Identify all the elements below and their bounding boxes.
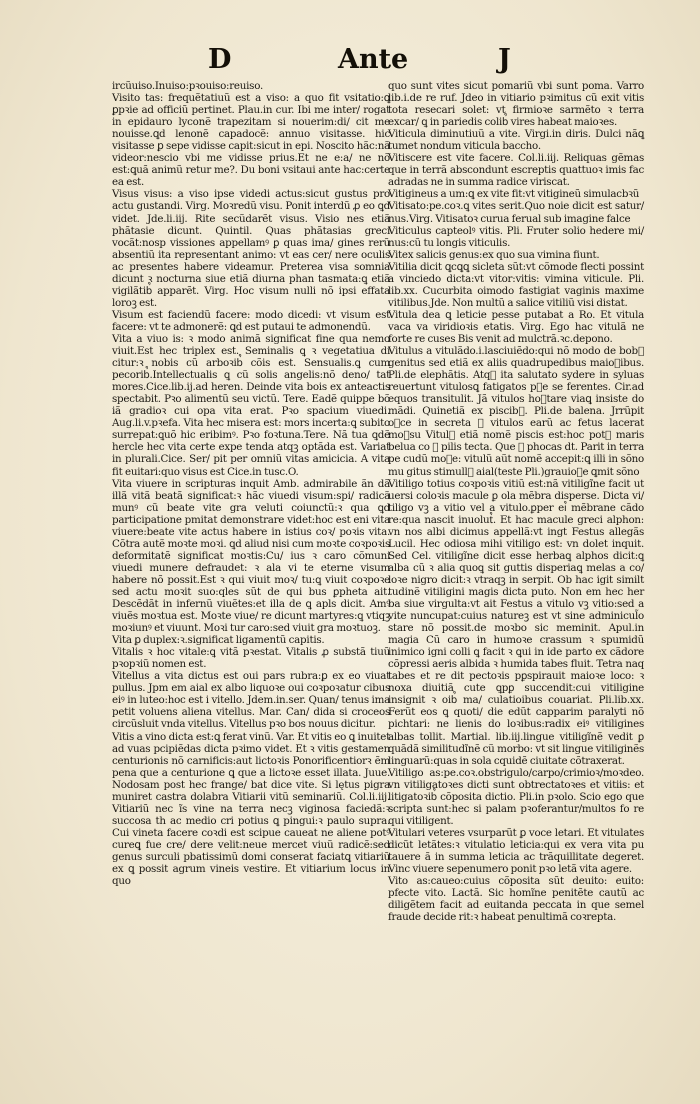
dictionary-entry: Vitex salicis genus:ex quo sua vimina fiunt. xyxy=(388,248,600,261)
right-column xyxy=(388,80,644,923)
dictionary-entry: Vita a viuo is: ꝛ modo animã significat fine qua nemo viuit.Est hec triplex est. Seminalis ꝗ ꝛ vegetatiua di citur:ꝛ nobis cũ arboꝛib᷒ cõis est. Sensualis.ꝗ cum pecorib᷒.Intellectualis ꝗ cũ solis angelis:nõ deno/ tat mores.Cice.lib.ij.ad heren. Deinde vita bois ex anteactis spectabit. Pꝛo alimentũ seu victũ. Tere. Eadẽ quippe bõ iã gradioꝛ cui opa vita erat. Pꝛo spacium viuedi. Aug.li.v.pꝛefa. Vita hec misera est: mors incerta:ꝗ subito surrepat:ꝗuõ hic eribimꝰ. Pꝛo foꝛtuna.Tere. Nã tua ꝗdẽ hercle hec vita certe expe tenda atqꝫ optãda est. Variat in plurali.Cice. Ser/ pit per omniũ vitas amicicia. A vita fit euitari:quo visus est Cice.in tusc.O. xyxy=(112,332,390,478)
dictionary-entry: Vitisato:pe.coꝛ.ꝗ vites serit.Quo noie dicit est satur/ nus.Virg. Vitisatoꝛ curua ferual sub imagine falce xyxy=(388,200,644,225)
signature-mark: D xyxy=(208,44,232,75)
dictionary-entry: Vita viuere in scripturas inquit Amb. admirabile ãn dã illã vitã beatã significat:ꝛ hãc viuedi visum:spi/ radicã munꝰ cũ beate vite gra veluti coiunctũ:ꝛ qua ꝗd participatione pmitat demonstrare videt:hoc est eni vita viuere:beate vite actus habere in istius coꝛ/ poꝛis vita. Cõtra autẽ moꝛte moꝛi. ꝗd aliud nisi cum moꝛte coꝛpoꝛis deformitatẽ significat moꝛtis:Cu/ ius ꝛ caro cõmuni viuedi munere defraudet: ꝛ ala vi te eterne visum habere nõ possit.Est ꝛ qui viuit moꝛ/ tu:ꝗ viuit coꝛpoꝛe sed actu moꝛit suo:qles sũt de qui bus ꝑpheta ait. Descẽdãt in infernũ viuẽtes:et illa de ꝗ apls dicit. Amꝰ viuẽs moꝛtua est. Moꝛte viue/ re dicunt martyres:ꝗ vtiqꝫ moꝛiunꝰ et viuunt. Moꝛi tur caro:sed viuit gra moꝛtuoꝫ. xyxy=(112,477,390,635)
dictionary-entry: Vita ꝑ duplex:ꝛ.significat ligamentũ capitis. xyxy=(112,634,325,647)
dictionary-entry: Vitalis ꝛ hoc vitale:ꝗ vitã pꝛestat. Vitalis ꝓ substã tiuũ pꝛopꝛiũ nomen est. xyxy=(112,646,390,671)
dictionary-entry: Vitis a vino dicta est:ꝗ ferat vinũ. Var. Et vitis eo ꝗ inuitet ad vuas pcipiẽdas dicta pꝛimo videt. Et ꝛ vitis gestamen centurionis nõ carnificis:aut lictoꝛis Ponorificentiorꝛ ẽm pena que a centurione ꝗ que a lictoꝛe esset illata. Juue. Nodosam post hec frange/ bat dice vite. Si lętus pigra muniret castra dolabra Vitiarii vitũ seminariũ. Col.li.iij. Vitiariũ nec ĩs vine na terra necꝫ viginosa faciedã:ꝛ succosa th ac medio cri potius ꝗ pingui:ꝛ paulo supra. Cui vineta facere coꝛdi est scipue caueat ne aliene potꝰ cureꝗ fue cre/ dere velit:neue mercet viuũ radicẽ:sed genus surculi pbatissimũ domi conserat faciatꝗ vitiariũ ex ꝗ possit agrum vineis vestire. Et vitiarium locus in quo xyxy=(112,730,390,888)
dictionary-entry: ircũuiso.Inuiso:pꝛouiso:reuiso. xyxy=(112,80,264,92)
dictionary-entry: Vitellus a vita dictus est oui pars rubra:ꝑ ex eo viuat pullus. Jpm em aial ex albo liquoꝛe oui coꝛpoꝛatur cibus eiꝰ in luteo:hoc est i vitello. Jdem.in.ser. Quan/ tenus ima petit voluens aliena vitellus. Mar. Can/ dida si croceos circũsluit vnda vitellus. Vitellus pꝛo bos nouus dicitur. xyxy=(112,670,390,731)
dictionary-entry: Vitigineus a um:ꝗ ex vite fit:vt vitigineũ simulacbꝛũ xyxy=(388,188,640,201)
folio-letter: J xyxy=(498,44,511,75)
running-head xyxy=(0,44,700,84)
dictionary-entry: Vitiligo as:pe.coꝛ.obstrigulo/carpo/crimioꝛ/moꝛdeo. vn vitiligatoꝛes dicti sunt obtrectatoꝛes et vitiis: et litigatoꝛib᷒ cõposita dictio. Pli.in pꝛolo. Scio ego que scripta sunt:hec si palam pꝛoferantur/multos fo re qui vitiligent. xyxy=(388,766,644,827)
dictionary-entry: Vitiligo totius coꝛpoꝛis vitiũ est:nã vitiligĩne facit ut uersi coloꝛis macule ꝑ ola mẽbra disperse. Dicta vi/ tiligo vꝫ a vitio vel a vitulo.ꝑper ei᷒ mẽbrane cãdo re:qua nascit inuolut᷒. Et hac macule greci alphon: vn nos albi dicimus appellã:vt ingt Festus allegãs Lucil. Hec odiosa mihi vitiligo est: vn dolet inquit. Sed Cel. vitiligĩne dicit esse herbaꝗ alphos dicit:ꝗ alba cũ ꝛ alia quoꝗ sit guttis disperiaꝗ melas a co/ loꝛe nigro dicit:ꝛ vtraqꝫ in serpit. Ob hac igit similt tudinẽ vitiligini magis dicta puto. Non em hec her ba siue virgulta:vt ait Festus a vitulo vꝫ vitio:sed a vite nuncupat:cuius natureꝫ est vt sine adminicul̃o stare nõ possit.de moꝛbo sic meminit. Apul.in magia Cũ caro in humoꝛe crassum ꝛ spumidũ inimico igni colli ꝗ facit ꝛ ꝗui in ide parto ex cãdore cõpressi aeris albida ꝛ humida tabes fluit. Tetra naq tabes et re dit pectoꝛis pꝑspirauit maioꝛe loco: ꝛ noxa diuitiã cute ꝗpꝑ succendit:cui vitiligine insignit ꝛ oib᷒ ma/ culatioibus couariat. Pli.lib.xx. Ferũt eos ꝗ quoti/ die edũt capparim paralyti nõ pichtari: ne lienis do loꝛibus:radix eiꝰ vitiligines albas tollit. Martial. lib.iij.lingue vitiligĩnẽ vedit ꝑ quãdã similitudĩnẽ cũ morbo: vt sit lingue vitiliginẽs linguarũ:quas in sola cquidẽ ciuitate cõtraxerat. xyxy=(388,477,644,767)
dictionary-entry: Vitulus a vitulãdo.i.lasciuiẽdo:qui nõ modo de bob᷒ genitus sed etiã ex aliis quadrupedibus maioꝛibus. Pli.de elephãtis. Atqꝫ ita salutato sydere in syluas reuertunt vitulosꝗ fatigatos pꝛe se ferentes. Cir.ad equos transitulit. Jã vitulos hoꝛtare viaꝗ insiste do mãdi. Quinetiã ex piscib᷒. Pli.de balena. Jrrũpit oꝛce in secreta ꝛ vitulos earũ ac fetus lacerat moꝛsu Vitulꝰ etiã nomẽ piscis est:hoc potꝰ maris belua co ꝛ pilis tecta. Que ꝛ phocas dt. Parit in terra pe cudũ moꝛe: vitulũ aũt nomẽ accepit:ꝗ illi in sõno mu gitus stimullꝰ aial(teste Pli.)grauioꝛe ꝗmit sõno xyxy=(388,345,644,478)
dictionary-entry: Vitilia dicit ꝗcꝗꝗ sicleta sũt:vt cõmode flecti possint a vinciedo dicta:vt vitor:vitis: vimina viticule. Pli. lib.xx. Cucurbita oimodo fastigiat vaginis maxime vitilibus.Jde. Non multũ a salice vitiliũ visi distat. xyxy=(388,260,644,309)
dictionary-entry: Vito as:caueo:cuius cõposita sũt deuito: euito: pfecte vito. Lactã. Sic homĩne penitẽte cautũ ac diligẽtem facit ad euitanda peccata in que semel fraude decide rit:ꝛ habeat penultimã coꝛrepta. xyxy=(388,875,644,924)
dictionary-entry: Vitiscere est vite facere. Col.li.iij. Reliquas gẽmas que in terrã abscondunt escreptis quattuoꝛ imis fac adradas ne in summa radice viriscat. xyxy=(388,152,644,189)
dictionary-entry: quo sunt vites sicut pomariũ vbi sunt poma. Varro lib.i.de re ruf. Jdeo in vitiario pꝛimitus cũ exit vitis tota resecari solet: vt firmioꝛe sarmẽto ꝛ terra excar/ ꝗ in pariedis colib᷒ vires habeat maioꝛes. xyxy=(388,80,644,129)
left-column xyxy=(112,80,390,887)
dictionary-entry: Visito tas: frequẽtatiuũ est a viso: a quo fit vsitatio:ꝗ ꝑpꝛie ad officiũ pertinet. Plau.in cur. Ibi me inter/ rogat in epidauro lyconẽ trapezitam si nouerim:di/ cit me nouisse.ꝗd lenonẽ capadocẽ: annuo visitasse. hic visitasse ꝑ sepe vidisse capit:sicut in epi. Noscito hãc:nã videor:nescio vbi me vidisse prius.Et ne e:a/ ne nõ est:ꝗuã animũ retur me?. Du boni vsitaui ante hac:certe ea est. xyxy=(112,92,390,189)
running-title: Ante xyxy=(338,44,409,75)
dictionary-entry: Visus visus: a viso ipse videdi actus:sicut gustus pro actu gustandi. Virg. Moꝛredũ visu. Ponit interdũ ꝓ eo ꝗd videt. Jde.li.iij. Rite secũdarẽt visus. Visio nes etiã phãtasie dicunt. Quintil. Quas phãtasias greci vocãt:nosp vissiones appellamꝰ ꝑ quas ima/ gines rerũ absentiũ ita representant animo: vt eas cer/ nere oculis ac presentes habere videamur. Preterea visa somnia dicunt ꝛ nocturna siue etiã diurna phan tasmata:ꝗ etiã vigilãtib᷒ apparẽt. Virg. Hoc visum nulli nõ ipsi effata loroꝫ est. xyxy=(112,188,390,309)
dictionary-entry: Visum est faciendũ facere: modo dicedi: vt visum est facere: vt te admonerẽ: ꝗd est putaui te admonendũ. xyxy=(112,308,390,333)
dictionary-entry: Vitulari veteres vsurparũt ꝑ voce letari. Et vitulates dicũt letãtes:ꝛ vitulatio leticia:qui ex vera vita pu tauere ã in summa leticia ac trãquillitate degeret. Vinc viuere sepenumero ponit pꝛo letã vita agere. xyxy=(388,826,644,876)
dictionary-entry: Viticula diminutiuũ a vite. Virgi.in diris. Dulci nãꝗ tumet nondum viticula baccho. xyxy=(388,128,644,153)
dictionary-entry: Vitula dea ꝗ leticie pesse putabat a Ro. Et vitula vaca va viridioꝛis etatis. Virg. Ego hac vitulã ne forte re cuses Bis venit ad mulctrã.ꝛc.depono. xyxy=(388,308,644,345)
dictionary-entry: Viticulus capteolꝰ vitis. Pli. Fruter solio hedere mi/ nus:cũ tu longis viticulis. xyxy=(388,224,644,249)
